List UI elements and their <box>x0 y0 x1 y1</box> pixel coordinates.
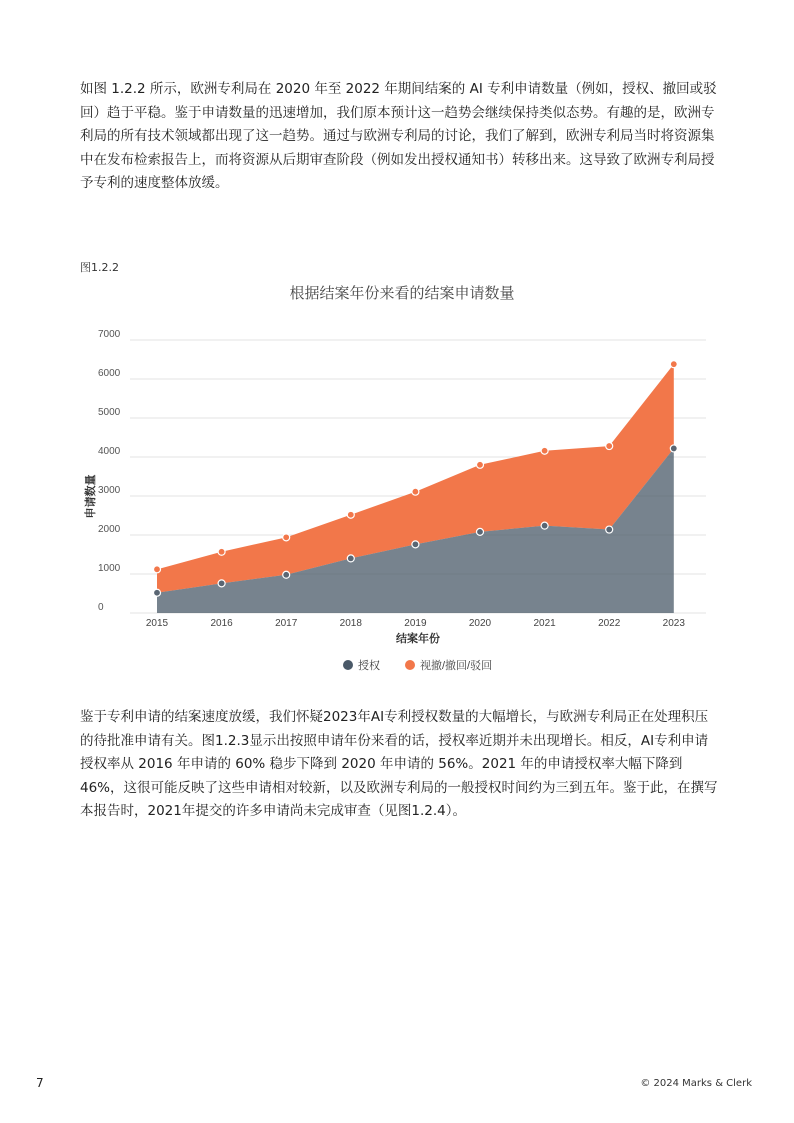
data-point-withdrawn <box>670 361 677 368</box>
y-tick-label: 0 <box>98 602 104 613</box>
data-point-granted <box>218 580 225 587</box>
data-point-granted <box>477 528 484 535</box>
copyright-notice: © 2024 Marks & Clerk <box>640 1078 752 1089</box>
y-tick-label: 2000 <box>98 524 121 535</box>
data-point-withdrawn <box>218 548 225 555</box>
x-tick-label: 2021 <box>533 618 556 629</box>
data-point-granted <box>412 541 419 548</box>
legend-marker-granted <box>343 660 353 670</box>
data-point-withdrawn <box>606 443 613 450</box>
y-tick-label: 1000 <box>98 563 121 574</box>
figure-label: 图1.2.2 <box>80 261 119 274</box>
y-tick-label: 4000 <box>98 446 121 457</box>
data-point-withdrawn <box>283 534 290 541</box>
data-point-granted <box>541 522 548 529</box>
data-point-withdrawn <box>477 461 484 468</box>
data-point-withdrawn <box>541 447 548 454</box>
y-tick-label: 7000 <box>98 329 121 340</box>
analysis-paragraph: 鉴于专利申请的结案速度放缓，我们怀疑2023年AI专利授权数量的大幅增长，与欧洲专利局正在处理积压的待批准申请有关。图1.2.3显示出按照申请年份来看的话，授权率近期并未出现增长。相反，AI专利申请授权率从 2016 年申请的 60% 稳步下降到 2020 年申请的 56%。2021 年的申请授权率大幅下降到 46%，这很可能反映了这些申请相对较新，以及欧洲专利局的一般授权时间约为三到五年。鉴于此，在撰写本报告时，2021年提交的许多申请尚未完成审查（见图1.2.4）。 <box>80 709 718 819</box>
x-tick-label: 2020 <box>468 618 492 629</box>
x-tick-label: 2018 <box>339 618 362 629</box>
x-tick-label: 2023 <box>662 618 685 629</box>
data-point-granted <box>283 571 290 578</box>
data-point-granted <box>670 445 677 452</box>
x-tick-label: 2019 <box>404 618 427 629</box>
x-tick-label: 2022 <box>598 618 621 629</box>
data-point-withdrawn <box>347 511 354 518</box>
area-chart <box>0 270 794 690</box>
legend-label-withdrawn: 视撤/撤回/驳回 <box>420 660 493 672</box>
legend-label-granted: 授权 <box>358 660 380 672</box>
x-tick-label: 2016 <box>210 618 233 629</box>
data-point-granted <box>154 589 161 596</box>
intro-paragraph: 如图 1.2.2 所示，欧洲专利局在 2020 年至 2022 年期间结案的 AI 专利申请数量（例如，授权、撤回或驳回）趋于平稳。鉴于申请数量的迅速增加，我们原本预计这一趋势会继续保持类似态势。有趣的是，欧洲专利局的所有技术领域都出现了这一趋势。通过与欧洲专利局的讨论，我们了解到，欧洲专利局当时将资源集中在发布检索报告上，而将资源从后期审查阶段（例如发出授权通知书）转移出来。这导致了欧洲专利局授予专利的速度整体放缓。 <box>80 81 717 191</box>
page-number: 7 <box>36 1076 44 1090</box>
x-axis-title: 结案年份 <box>396 633 440 645</box>
chart-title: 根据结案年份来看的结案申请数量 <box>289 285 515 302</box>
legend-marker-withdrawn <box>405 660 415 670</box>
data-point-granted <box>606 526 613 533</box>
x-tick-label: 2015 <box>145 618 169 629</box>
y-tick-label: 6000 <box>98 368 121 379</box>
data-point-granted <box>347 555 354 562</box>
y-tick-label: 3000 <box>98 485 121 496</box>
y-axis-title: 申请数量 <box>85 474 97 519</box>
data-point-withdrawn <box>154 566 161 573</box>
y-tick-label: 5000 <box>98 407 121 418</box>
x-tick-label: 2017 <box>275 618 298 629</box>
chart-container <box>0 270 794 690</box>
data-point-withdrawn <box>412 488 419 495</box>
